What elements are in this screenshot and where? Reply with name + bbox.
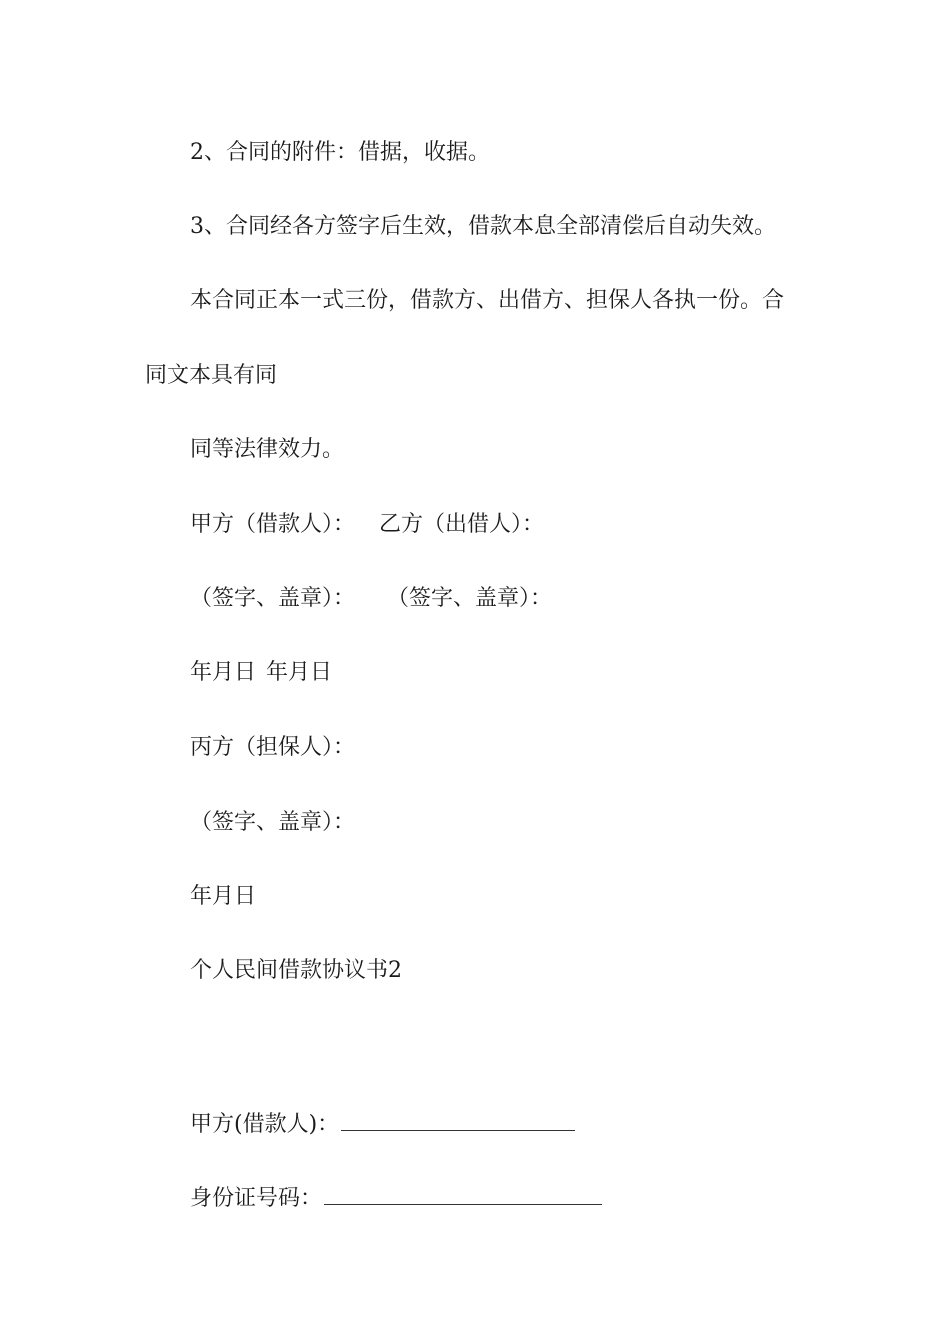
id-number-blank-line — [324, 1182, 602, 1205]
party-b-date: 年月日 — [266, 660, 333, 685]
copies-statement-line-2: 同文本具有同 — [145, 363, 278, 388]
copies-statement-line-3: 同等法律效力。 — [190, 437, 345, 462]
signature-stamp-row — [190, 584, 552, 614]
party-a-signature: （签字、盖章）： — [190, 586, 356, 611]
party-c-date: 年月日 — [190, 884, 257, 909]
id-number-field — [190, 1182, 602, 1214]
party-b-signature: （签字、盖章）： — [387, 586, 553, 611]
signature-parties-row — [190, 510, 544, 540]
id-number-label: 身份证号码： — [190, 1186, 323, 1211]
party-a-label: 甲方（借款人）： — [190, 512, 356, 537]
section-heading: 个人民间借款协议书2 — [190, 958, 402, 983]
borrower-field — [190, 1108, 575, 1140]
party-b-label: 乙方（出借人）： — [379, 512, 545, 537]
clause-3-effectiveness: 3、合同经各方签字后生效，借款本息全部清偿后自动失效。 — [190, 214, 776, 239]
clause-2-attachments: 2、合同的附件：借据，收据。 — [190, 140, 490, 165]
copies-statement-line-1: 本合同正本一式三份，借款方、出借方、担保人各执一份。合 — [190, 288, 785, 313]
party-a-date: 年月日 — [190, 660, 257, 685]
borrower-field-label: 甲方(借款人)： — [190, 1112, 340, 1137]
borrower-blank-line — [341, 1108, 575, 1131]
party-c-signature: （签字、盖章）： — [190, 810, 356, 835]
signature-date-row — [190, 658, 332, 688]
party-c-label: 丙方（担保人）： — [190, 735, 356, 760]
